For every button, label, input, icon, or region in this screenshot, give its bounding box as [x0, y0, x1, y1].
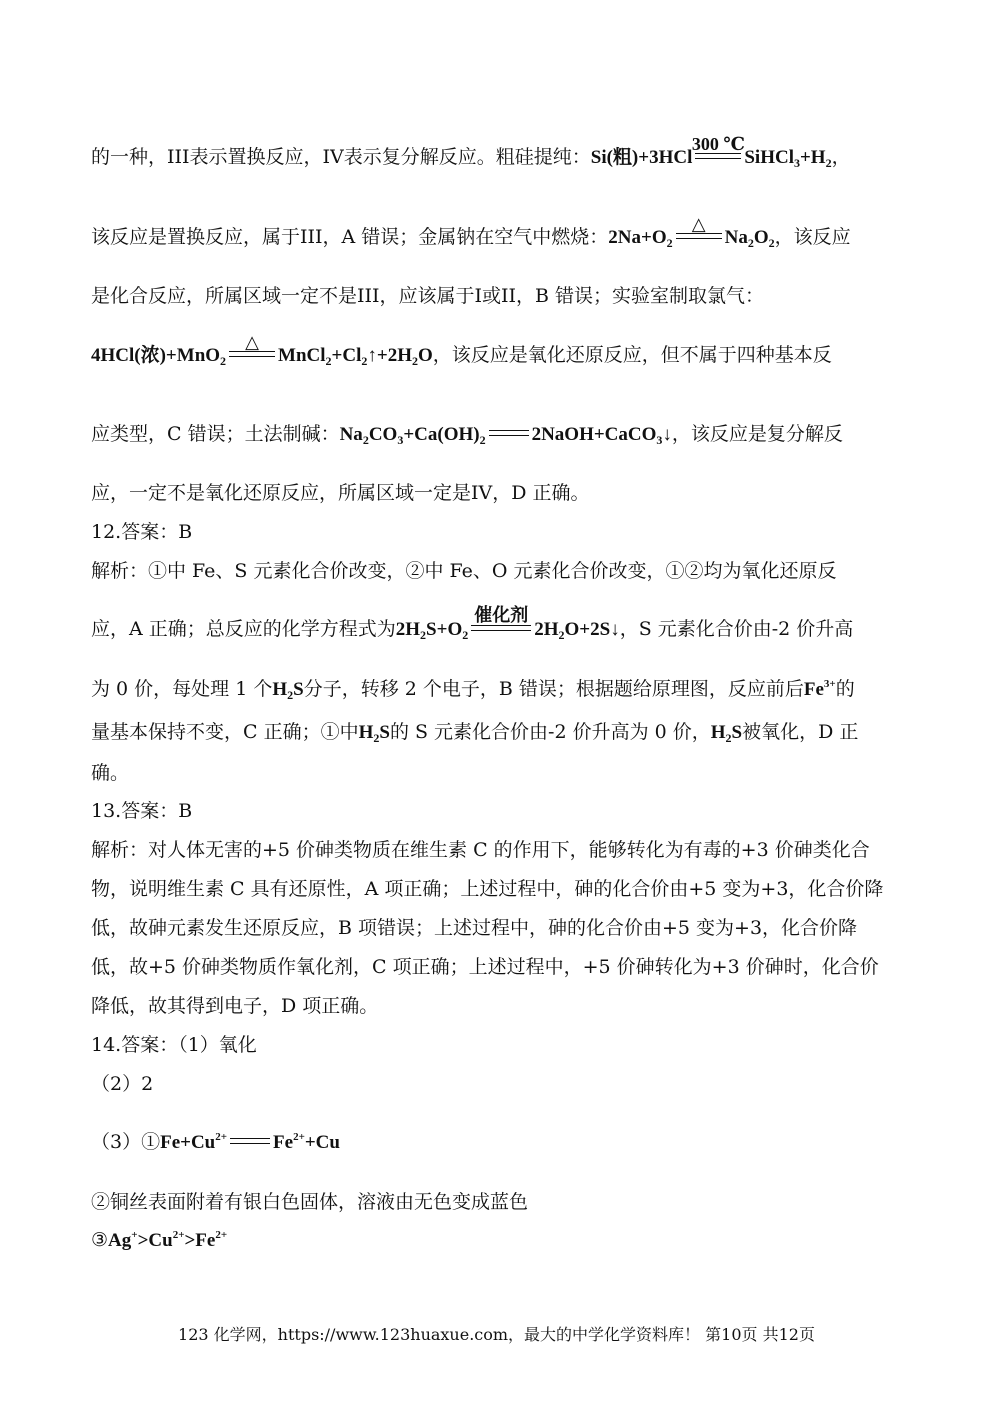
equation: $Fe+Cu^{2+}$ $Fe^{2+}+Cu$ [160, 1131, 340, 1153]
text-line: 确。 [91, 762, 130, 784]
answer-heading: 13.答案：B [91, 800, 193, 822]
equals-sign [230, 1138, 270, 1144]
text-line: 降低，故其得到电子，D 项正确。 [91, 995, 379, 1017]
equation: $Ag^+>Cu^{2+}>Fe^{2+}$ [108, 1229, 228, 1251]
equation: Si(粗)+3HCl 300 ℃ $SiHCl_3+H_2$ [590, 134, 832, 170]
reaction-condition: △ [229, 345, 275, 367]
text-line: 的一种，III表示置换反应，IV表示复分解反应。粗硅提纯：Si(粗)+3HCl 300 ℃ $SiHCl_3+H_2$， [91, 134, 851, 170]
text-line: 为 0 价，每处理 1 个$H_2S$分子，转移 2 个电子，B 错误；根据题给原理图，反应前后$Fe^{3+}$的 [91, 678, 855, 702]
equation: $2Na+O_2$ △ $Na_2O_2$ [608, 214, 775, 250]
text-line: 量基本保持不变，C 正确；①中$H_2S$的 S 元素化合价由-2 价升高为 0 价，$H_2S$被氧化，D 正 [91, 721, 859, 745]
equation: $2H_2S+O_2$ 催化剂 $2H_2O+2S↓$ [395, 605, 620, 642]
text-line: 应类型，C 错误；土法制碱：$Na_2CO_3+Ca(OH)_2$ 2NaOH+CaCO$_3$↓，该反应是复分解反 [91, 423, 843, 447]
text-line: 解析：①中 Fe、S 元素化合价改变，②中 Fe、O 元素化合价改变，①②均为氧化还原反 [91, 560, 837, 582]
equals-sign [489, 430, 529, 436]
text-line: 4HCl(浓)+MnO$_2$ △ $MnCl_2+Cl_2↑+2H_2O$，该反应是氧化还原反应，但不属于四种基本反 [91, 332, 832, 368]
text-line: 应，一定不是氧化还原反应，所属区域一定是IV，D 正确。 [91, 482, 590, 504]
text-line: 低，故+5 价砷类物质作氧化剂，C 项正确；上述过程中，+5 价砷转化为+3 价砷时，化合价 [91, 956, 879, 978]
text-line: 低，故砷元素发生还原反应，B 项错误；上述过程中，砷的化合价由+5 变为+3，化合价降 [91, 917, 858, 939]
reaction-condition: 催化剂 [471, 619, 531, 641]
page-footer: 123 化学网，https://www.123huaxue.com，最大的中学化学资料库！ 第10页 共12页 [178, 1325, 815, 1344]
answer-heading: 14.答案：（1）氧化 [91, 1034, 257, 1056]
text-line: $(3)①Fe+Cu^{2+}$ $Fe^{2+}+Cu$ [91, 1131, 340, 1153]
text-line: 是化合反应，所属区域一定不是III，应该属于I或II，B 错误；实验室制取氯气： [91, 285, 765, 307]
text-line: 应，A 正确；总反应的化学方程式为$2H_2S+O_2$ 催化剂 $2H_2O+2S↓$，S 元素化合价由-2 价升高 [91, 605, 854, 642]
reaction-condition: 300 ℃ [695, 147, 741, 169]
text-line: 物，说明维生素 C 具有还原性，A 项正确；上述过程中，砷的化合价由+5 变为+3，化合价降 [91, 878, 884, 900]
text-line: ②铜丝表面附着有银白色固体，溶液由无色变成蓝色 [91, 1191, 529, 1213]
text-line: 解析：对人体无害的+5 价砷类物质在维生素 C 的作用下，能够转化为有毒的+3 价砷类化合 [91, 839, 870, 861]
reaction-condition: △ [676, 227, 722, 249]
answer-heading: 12.答案：B [91, 521, 193, 543]
equation: $Na_2CO_3+Ca(OH)_2$ 2NaOH+CaCO$_3$↓ [339, 424, 672, 447]
equation: 4HCl(浓)+MnO$_2$ △ $MnCl_2+Cl_2↑+2H_2O$ [91, 332, 433, 368]
text-line: $③Ag^+>Cu^{2+}>Fe^{2+}$ [91, 1229, 228, 1251]
text-line: 该反应是置换反应，属于III，A 错误；金属钠在空气中燃烧：$2Na+O_2$ △ $Na_2O_2$，该反应 [91, 214, 851, 250]
text-line: （2）2 [91, 1073, 154, 1095]
